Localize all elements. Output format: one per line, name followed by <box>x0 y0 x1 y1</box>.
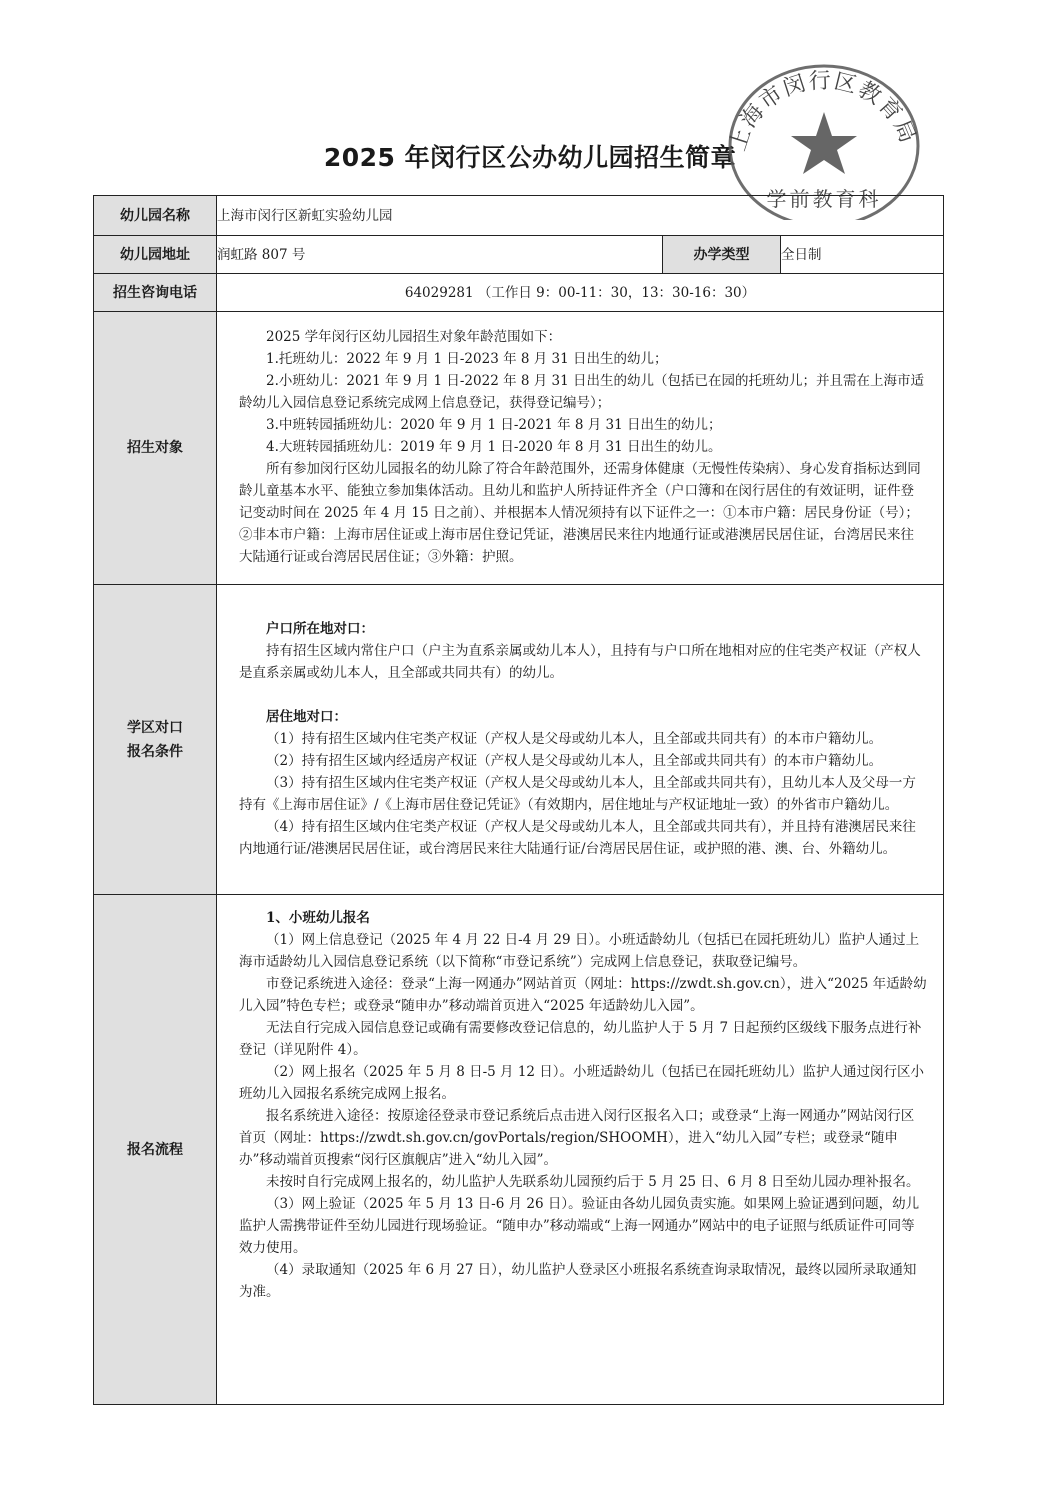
value-address: 润虹路 807 号 <box>217 236 663 274</box>
content-process <box>217 895 944 1405</box>
row-kindergarten-name <box>94 196 944 236</box>
row-target <box>94 312 944 585</box>
process-line: 市登记系统进入途径：登录“上海一网通办”网站首页（网址：https://zwdt.sh.gov.cn），进入“2025 年适龄幼儿入园”特色专栏；或登录“随申办”移动端首页进入“2025 年适龄幼儿入园”。 <box>239 976 927 1014</box>
residence-item: （4）持有招生区域内住宅类产权证（产权人是父母或幼儿本人，且全部或共同共有），并且持有港澳居民来往内地通行证/港澳居民居住证，或台湾居民来往大陆通行证/台湾居民居住证，或护照的港、澳、台、外籍幼儿。 <box>239 818 916 857</box>
row-district <box>94 585 944 895</box>
target-line: 2.小班幼儿：2021 年 9 月 1 日-2022 年 8 月 31 日出生的幼儿（包括已在园的托班幼儿；并且需在上海市适龄幼儿入园信息登记系统完成网上信息登记，获得登记编号）； <box>239 373 925 411</box>
label-district-line2: 报名条件 <box>127 743 183 760</box>
row-process <box>94 895 944 1405</box>
process-line: （3）网上验证（2025 年 5 月 13 日-6 月 26 日）。验证由各幼儿园负责实施。如果网上验证遇到问题，幼儿监护人需携带证件至幼儿园进行现场验证。“随申办”移动端或“上海一网通办”网站中的电子证照与纸质证件可同等效力使用。 <box>239 1196 920 1256</box>
value-school-type: 全日制 <box>781 236 944 274</box>
residence-item: （3）持有招生区域内住宅类产权证（产权人是父母或幼儿本人，且全部或共同共有），且幼儿本人及父母一方持有《上海市居住证》/《上海市居住登记凭证》（有效期内，居住地址与产权证地址一致）的外省市户籍幼儿。 <box>239 774 916 813</box>
process-line: 未按时自行完成网上报名的，幼儿监护人先联系幼儿园预约后于 5 月 25 日、6 月 8 日至幼儿园办理补报名。 <box>266 1174 920 1190</box>
label-school-type: 办学类型 <box>663 236 781 274</box>
admission-table <box>93 195 944 1405</box>
target-line: 所有参加闵行区幼儿园报名的幼儿除了符合年龄范围外，还需身体健康（无慢性传染病）、身心发育指标达到同龄儿童基本水平、能独立参加集体活动。且幼儿和监护人所持证件齐全（户口簿和在闵行居住的有效证明，证件登记变动时间在 2025 年 4 月 15 日之前）、并根据本人情况须持有以下证件之一：①本市户籍：居民身份证（号）；②非本市户籍：上海市居住证或上海市居住登记凭证，港澳居民来往内地通行证或港澳居民居住证，台湾居民来往大陆通行证或台湾居民居住证；③外籍：护照。 <box>239 461 921 565</box>
value-phone: 64029281 （工作日 9：00-11：30，13：30-16：30） <box>217 274 944 312</box>
target-line: 1.托班幼儿：2022 年 9 月 1 日-2023 年 8 月 31 日出生的幼儿； <box>266 351 668 367</box>
target-line: 2025 学年闵行区幼儿园招生对象年龄范围如下： <box>266 329 562 345</box>
svg-text:上海市闵行区教育局: 上海市闵行区教育局 <box>725 68 921 155</box>
process-line: （1）网上信息登记（2025 年 4 月 22 日-4 月 29 日）。小班适龄幼儿（包括已在园托班幼儿）监护人通过上海市适龄幼儿入园信息登记系统（以下简称“市登记系统”）完成网上信息登记，获取登记编号。 <box>239 932 920 970</box>
svg-text:学前教育科: 学前教育科 <box>766 187 882 211</box>
content-target <box>217 312 944 585</box>
label-process: 报名流程 <box>94 895 217 1405</box>
target-line: 3.中班转园插班幼儿：2020 年 9 月 1 日-2021 年 8 月 31 日出生的幼儿； <box>266 417 722 433</box>
label-address: 幼儿园地址 <box>94 236 217 274</box>
hukou-text: 持有招生区域内常住户口（户主为直系亲属或幼儿本人），且持有与户口所在地相对应的住宅类产权证（产权人是直系亲属或幼儿本人，且全部或共同共有）的幼儿。 <box>239 642 921 681</box>
value-kindergarten-name: 上海市闵行区新虹实验幼儿园 <box>217 196 944 236</box>
process-line: 报名系统进入途径：按原途径登录市登记系统后点击进入闵行区报名入口；或登录“上海一网通办”网站闵行区首页（网址：https://zwdt.sh.gov.cn/govPortals/region/SHOOMH），进入“幼儿入园”专栏；或登录“随申办”移动端首页搜索“闵行区旗舰店”进入“幼儿入园”。 <box>239 1108 915 1168</box>
seal-star-icon <box>791 112 857 174</box>
label-phone: 招生咨询电话 <box>94 274 217 312</box>
residence-item: （1）持有招生区域内住宅类产权证（产权人是父母或幼儿本人，且全部或共同共有）的本市户籍幼儿。 <box>266 730 883 747</box>
row-phone <box>94 274 944 312</box>
process-line: （4）录取通知（2025 年 6 月 27 日），幼儿监护人登录区小班报名系统查询录取情况，最终以园所录取通知为准。 <box>239 1262 917 1300</box>
label-target: 招生对象 <box>94 312 217 585</box>
residence-item: （2）持有招生区域内经适房产权证（产权人是父母或幼儿本人，且全部或共同共有）的本市户籍幼儿。 <box>266 752 883 769</box>
target-line: 4.大班转园插班幼儿：2019 年 9 月 1 日-2020 年 8 月 31 日出生的幼儿。 <box>266 439 722 455</box>
label-kindergarten-name: 幼儿园名称 <box>94 196 217 236</box>
process-line: 无法自行完成入园信息登记或确有需要修改登记信息的，幼儿监护人于 5 月 7 日起预约区级线下服务点进行补登记（详见附件 4）。 <box>239 1020 922 1058</box>
document-title: 2025 年闵行区公办幼儿园招生简章 <box>323 143 737 172</box>
residence-heading: 居住地对口： <box>266 708 347 725</box>
label-district <box>94 585 217 895</box>
process-heading: 1、小班幼儿报名 <box>266 910 370 926</box>
hukou-heading: 户口所在地对口： <box>266 620 374 637</box>
row-address <box>94 236 944 274</box>
label-district-line1: 学区对口 <box>127 719 183 736</box>
process-line: （2）网上报名（2025 年 5 月 8 日-5 月 12 日）。小班适龄幼儿（包括已在园托班幼儿）监护人通过闵行区小班幼儿入园报名系统完成网上报名。 <box>239 1064 925 1102</box>
content-district <box>217 585 944 895</box>
